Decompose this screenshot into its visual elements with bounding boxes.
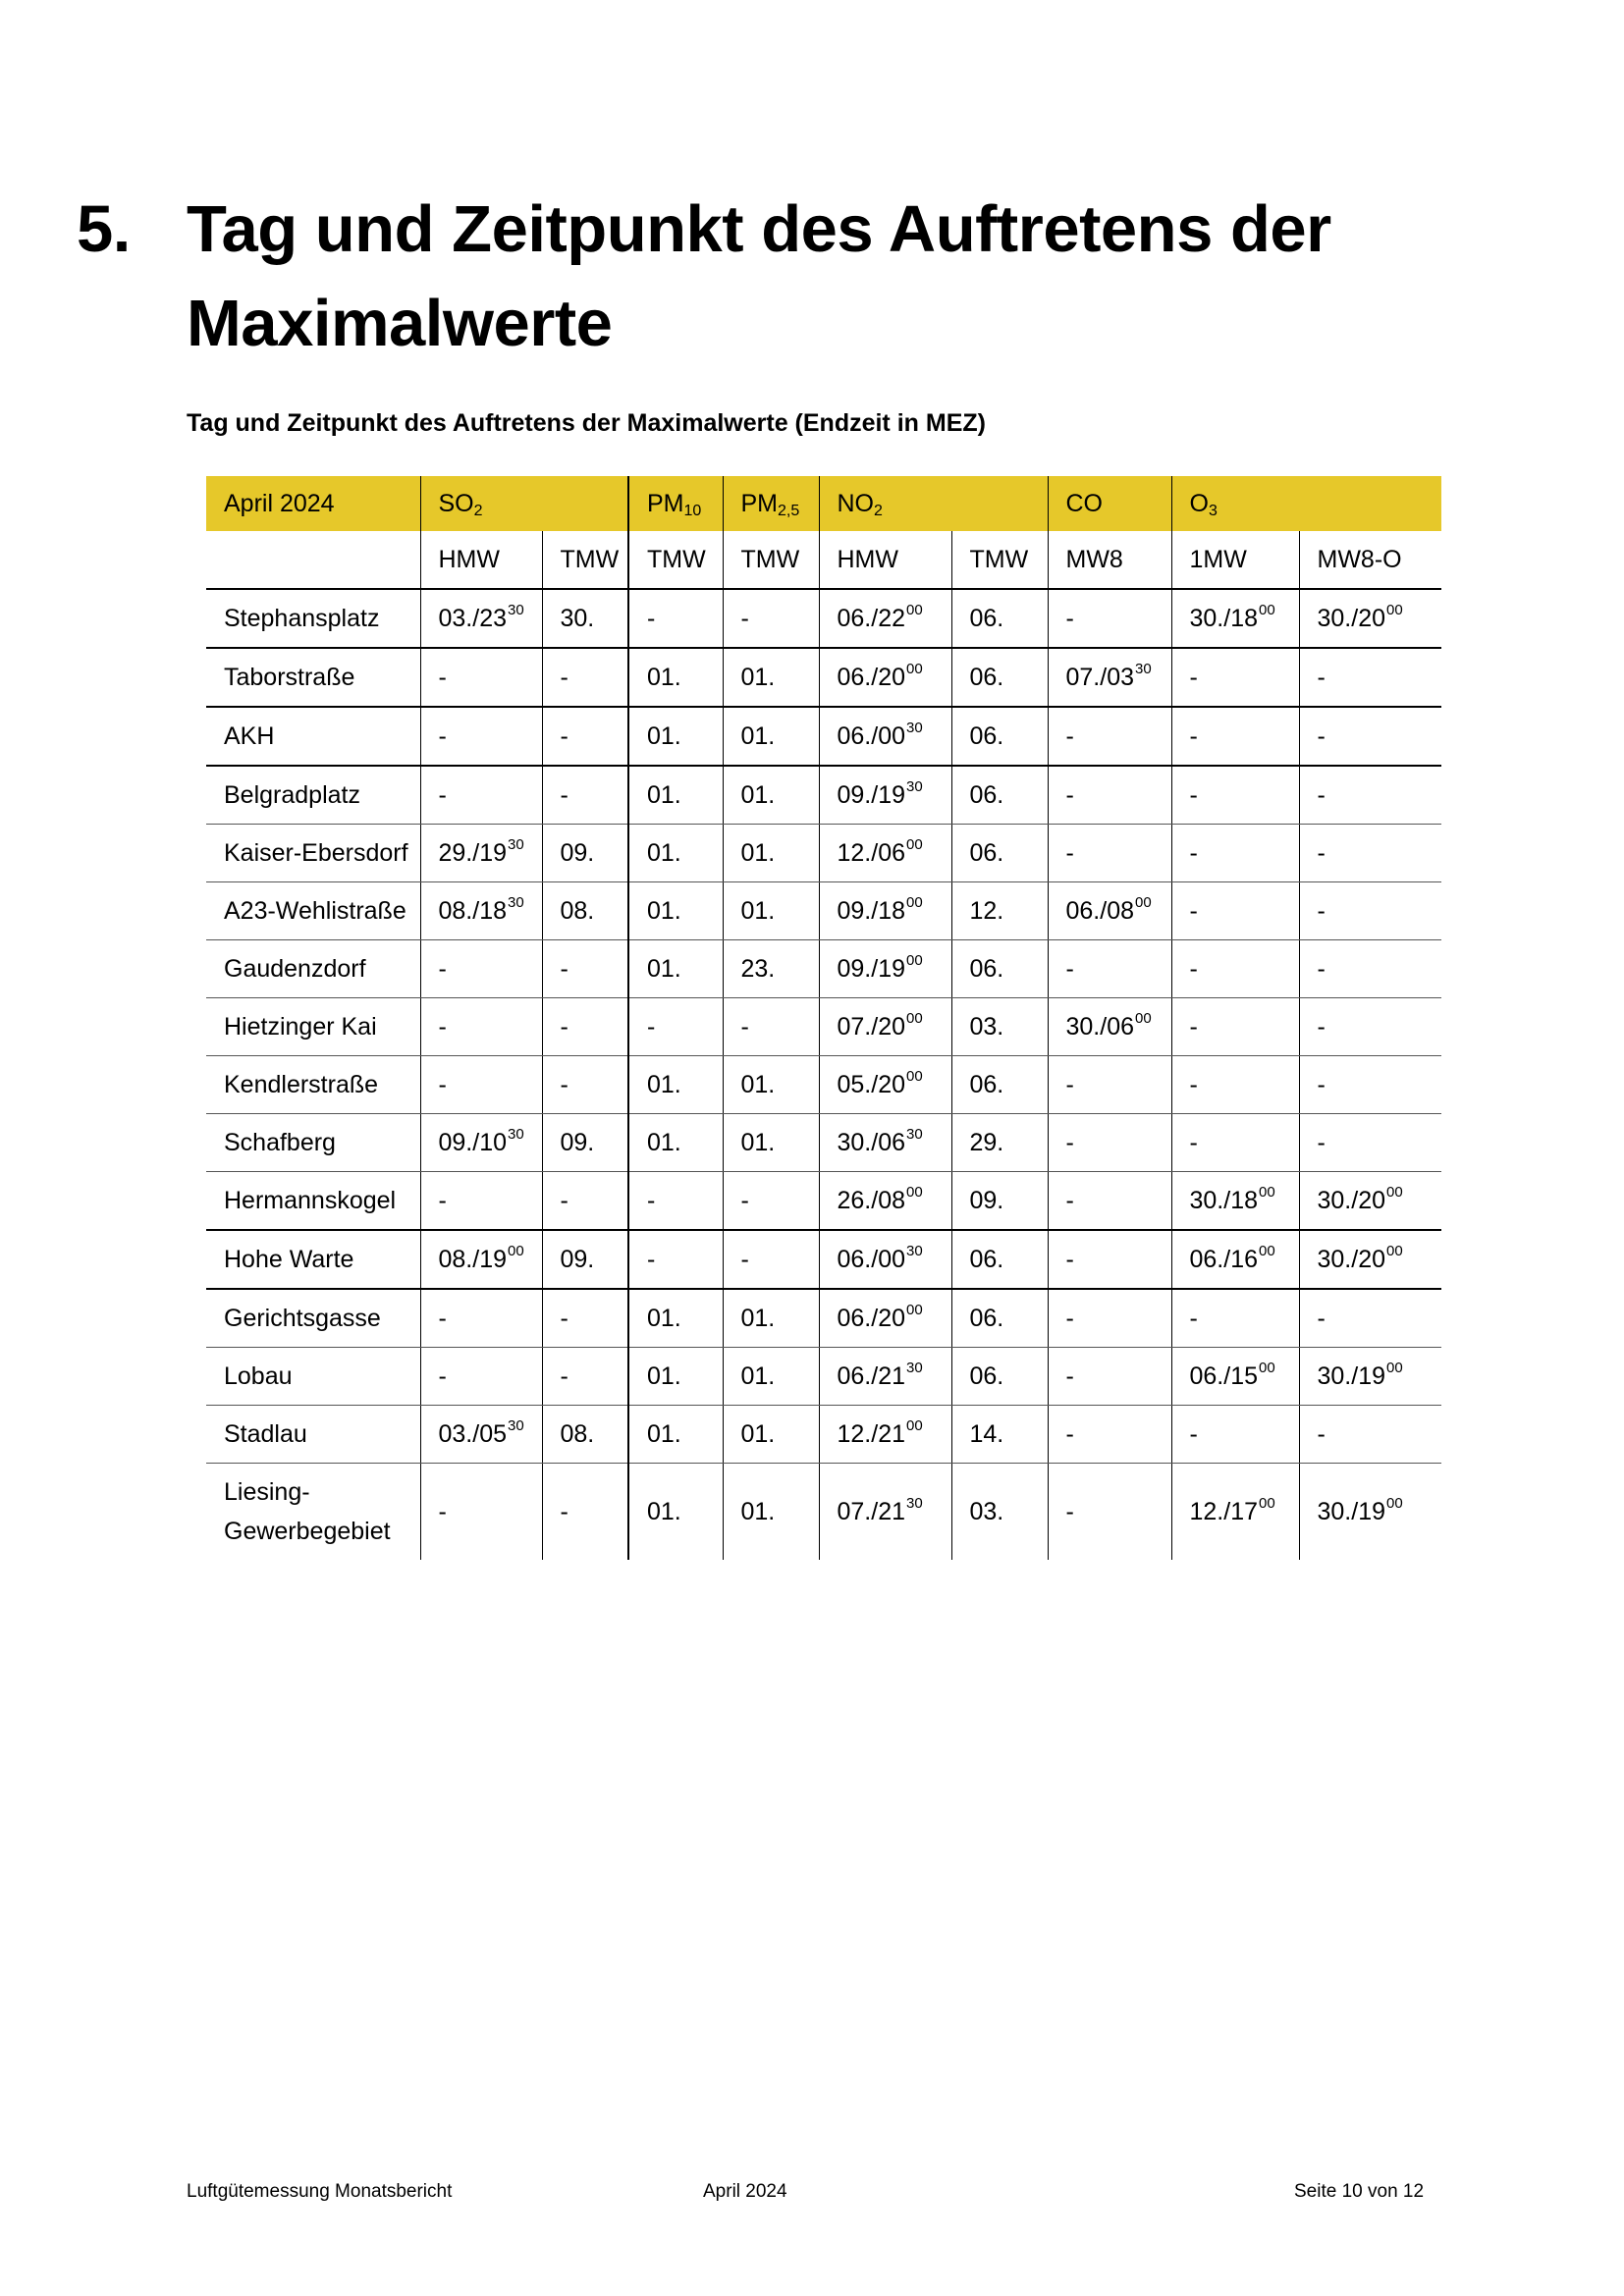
value-cell: $30./06^{00}$: [1048, 998, 1171, 1056]
value-cell: -: [420, 940, 542, 998]
value-cell: -: [1048, 1230, 1171, 1289]
metric-header: MW8-O: [1299, 531, 1441, 589]
value-cell: 01.: [723, 1114, 819, 1172]
station-name: Taborstraße: [206, 648, 420, 707]
station-name: Belgradplatz: [206, 766, 420, 825]
value-cell: -: [1299, 1056, 1441, 1114]
value-cell: -: [1299, 648, 1441, 707]
station-name: Stadlau: [206, 1406, 420, 1464]
value-cell: $06./22^{00}$: [819, 589, 951, 648]
value-cell: -: [1048, 1114, 1171, 1172]
value-cell: 06.: [951, 940, 1048, 998]
value-cell: 01.: [628, 1464, 723, 1561]
value-cell: 06.: [951, 766, 1048, 825]
value-cell: -: [1048, 1056, 1171, 1114]
value-cell: $09./10^{30}$: [420, 1114, 542, 1172]
value-cell: -: [1171, 707, 1299, 766]
value-cell: -: [1171, 882, 1299, 940]
value-cell: -: [723, 589, 819, 648]
pollutant-header-row: [206, 476, 1441, 531]
value-cell: 01.: [628, 1289, 723, 1348]
value-cell: -: [1048, 825, 1171, 882]
value-cell: $08./18^{30}$: [420, 882, 542, 940]
table-row: [206, 648, 1441, 707]
value-cell: 01.: [723, 707, 819, 766]
value-cell: -: [628, 1172, 723, 1231]
value-cell: -: [628, 1230, 723, 1289]
table-row: [206, 589, 1441, 648]
value-cell: $06./16^{00}$: [1171, 1230, 1299, 1289]
value-cell: -: [1048, 766, 1171, 825]
value-cell: $30./19^{00}$: [1317, 1494, 1403, 1525]
table-row: [206, 1464, 1441, 1561]
value-cell: 09.: [542, 1230, 628, 1289]
value-cell: -: [420, 998, 542, 1056]
value-cell: 06.: [951, 825, 1048, 882]
value-cell: $12./06^{00}$: [819, 825, 951, 882]
value-cell: $07./21^{30}$: [819, 1464, 951, 1561]
metric-header: 1MW: [1171, 531, 1299, 589]
value-cell: $05./20^{00}$: [819, 1056, 951, 1114]
value-cell: -: [542, 648, 628, 707]
value-cell: $08./19^{00}$: [420, 1230, 542, 1289]
metric-header: MW8: [1048, 531, 1171, 589]
value-cell: 01.: [723, 1289, 819, 1348]
station-name: AKH: [206, 707, 420, 766]
value-cell: 06.: [951, 1230, 1048, 1289]
group-header-co: CO: [1048, 476, 1171, 531]
value-cell: -: [1048, 707, 1171, 766]
value-cell: $30./18^{00}$: [1171, 589, 1299, 648]
value-cell: $26./08^{00}$: [819, 1172, 951, 1231]
value-cell: 01.: [628, 707, 723, 766]
footer-report-title: Luftgütemessung Monatsbericht: [187, 2181, 453, 2202]
value-cell: $06./08^{00}$: [1048, 882, 1171, 940]
group-header-o3: $O_3$: [1171, 476, 1441, 531]
value-cell: -: [1171, 648, 1299, 707]
value-cell: -: [1171, 766, 1299, 825]
value-cell: 01.: [723, 1056, 819, 1114]
max-values-table: [206, 476, 1441, 1560]
value-cell: $06./15^{00}$: [1171, 1348, 1299, 1406]
value-cell: -: [1171, 1114, 1299, 1172]
value-cell: -: [1299, 707, 1441, 766]
station-name: Gerichtsgasse: [206, 1289, 420, 1348]
table-row: [206, 707, 1441, 766]
table-row: [206, 1230, 1441, 1289]
value-cell: 30.: [542, 589, 628, 648]
empty-header-cell: [206, 531, 420, 589]
value-cell: -: [420, 1289, 542, 1348]
value-cell: 09.: [542, 1114, 628, 1172]
value-cell: -: [542, 707, 628, 766]
value-cell: 08.: [542, 1406, 628, 1464]
group-header-pm25: $PM_{2,5}$: [723, 476, 819, 531]
metric-header: TMW: [628, 531, 723, 589]
group-header-so2: $SO_2$: [420, 476, 628, 531]
value-cell: $06./21^{30}$: [819, 1348, 951, 1406]
value-cell: -: [628, 998, 723, 1056]
value-cell: -: [1048, 1172, 1171, 1231]
value-cell: $03./23^{30}$: [420, 589, 542, 648]
station-name: Stephansplatz: [206, 589, 420, 648]
value-cell: -: [1048, 1406, 1171, 1464]
value-cell: 23.: [723, 940, 819, 998]
value-cell: 01.: [723, 766, 819, 825]
value-cell: -: [420, 1056, 542, 1114]
value-cell: 01.: [628, 1114, 723, 1172]
table-row: [206, 1406, 1441, 1464]
value-cell: -: [420, 1464, 542, 1561]
value-cell: 08.: [542, 882, 628, 940]
value-cell: -: [1048, 1464, 1171, 1561]
metric-header: HMW: [819, 531, 951, 589]
table-row: [206, 940, 1441, 998]
value-cell: -: [1299, 998, 1441, 1056]
station-name: Kendlerstraße: [206, 1056, 420, 1114]
table-row: [206, 766, 1441, 825]
value-cell: $30./20^{00}$: [1299, 1172, 1441, 1231]
value-cell: -: [420, 648, 542, 707]
metric-header: TMW: [723, 531, 819, 589]
value-cell: $06./20^{00}$: [819, 1289, 951, 1348]
value-cell: $30./19^{00}$: [1299, 1348, 1441, 1406]
station-name: Hermannskogel: [206, 1172, 420, 1231]
table-row: [206, 998, 1441, 1056]
value-cell: -: [723, 1230, 819, 1289]
value-cell: 01.: [628, 940, 723, 998]
value-cell: 03.: [951, 998, 1048, 1056]
value-cell: 01.: [628, 825, 723, 882]
value-cell: -: [1299, 766, 1441, 825]
value-cell: $06./00^{30}$: [819, 707, 951, 766]
group-header-no2: $NO_2$: [819, 476, 1048, 531]
table-row: [206, 1056, 1441, 1114]
value-cell: 01.: [723, 825, 819, 882]
value-cell: $09./19^{30}$: [819, 766, 951, 825]
value-cell: 09.: [542, 825, 628, 882]
value-cell: -: [1299, 1406, 1441, 1464]
value-cell: $09./18^{00}$: [819, 882, 951, 940]
month-label: April 2024: [206, 476, 420, 531]
section-title: Tag und Zeitpunkt des Auftretens der Maximalwerte: [187, 192, 1331, 360]
value-cell: -: [542, 1056, 628, 1114]
value-cell: 01.: [628, 1406, 723, 1464]
station-name: Gaudenzdorf: [206, 940, 420, 998]
table-row: [206, 1114, 1441, 1172]
value-cell: 06.: [951, 589, 1048, 648]
value-cell: -: [542, 1348, 628, 1406]
table-row: [206, 882, 1441, 940]
value-cell: -: [1299, 825, 1441, 882]
value-cell: -: [1171, 1406, 1299, 1464]
value-cell: $09./19^{00}$: [819, 940, 951, 998]
value-cell: $29./19^{30}$: [420, 825, 542, 882]
value-cell: -: [542, 766, 628, 825]
value-cell: -: [1048, 1289, 1171, 1348]
value-cell: -: [1299, 940, 1441, 998]
value-cell: $03./05^{30}$: [420, 1406, 542, 1464]
value-cell: -: [723, 998, 819, 1056]
value-cell: 01.: [723, 1464, 819, 1561]
value-cell: -: [1171, 940, 1299, 998]
value-cell: -: [542, 1464, 628, 1561]
value-cell: -: [420, 766, 542, 825]
value-cell: -: [542, 940, 628, 998]
value-cell: $30./20^{00}$: [1299, 589, 1441, 648]
metric-header: TMW: [542, 531, 628, 589]
value-cell: -: [1299, 1114, 1441, 1172]
value-cell: $30./06^{30}$: [819, 1114, 951, 1172]
station-name: Lobau: [206, 1348, 420, 1406]
value-cell: 29.: [951, 1114, 1048, 1172]
value-cell: -: [1171, 998, 1299, 1056]
value-cell: $07./03^{30}$: [1048, 648, 1171, 707]
value-cell: -: [723, 1172, 819, 1231]
value-cell: 01.: [628, 882, 723, 940]
station-name: Liesing-Gewerbegebiet: [206, 1464, 420, 1561]
value-cell: 01.: [723, 1348, 819, 1406]
metric-header: TMW: [951, 531, 1048, 589]
value-cell: $06./20^{00}$: [819, 648, 951, 707]
value-cell: -: [542, 1289, 628, 1348]
value-cell: -: [1048, 1348, 1171, 1406]
value-cell: -: [1048, 589, 1171, 648]
value-cell: -: [420, 707, 542, 766]
value-cell: -: [1048, 940, 1171, 998]
value-cell: -: [542, 1172, 628, 1231]
value-cell: -: [1171, 825, 1299, 882]
value-cell: -: [1171, 1289, 1299, 1348]
station-name: Hohe Warte: [206, 1230, 420, 1289]
footer-month: April 2024: [703, 2181, 787, 2202]
value-cell: 01.: [628, 1056, 723, 1114]
value-cell: 09.: [951, 1172, 1048, 1231]
section-number: 5.: [77, 192, 131, 266]
value-cell: 06.: [951, 1348, 1048, 1406]
footer-page-number: Seite 10 von 12: [1294, 2181, 1425, 2202]
value-cell: 01.: [723, 882, 819, 940]
value-cell: 06.: [951, 648, 1048, 707]
table-row: [206, 1289, 1441, 1348]
value-cell: -: [420, 1172, 542, 1231]
value-cell: 06.: [951, 1289, 1048, 1348]
value-cell: -: [628, 589, 723, 648]
table-row: [206, 1348, 1441, 1406]
group-header-pm10: $PM_{10}$: [628, 476, 723, 531]
value-cell: 01.: [628, 1348, 723, 1406]
value-cell: 01.: [723, 648, 819, 707]
metric-header-row: [206, 531, 1441, 589]
value-cell: $07./20^{00}$: [819, 998, 951, 1056]
table-caption: Tag und Zeitpunkt des Auftretens der Maximalwerte (Endzeit in MEZ): [187, 409, 986, 437]
value-cell: -: [1299, 882, 1441, 940]
value-cell: -: [1171, 1056, 1299, 1114]
metric-header: HMW: [420, 531, 542, 589]
station-name: Schafberg: [206, 1114, 420, 1172]
station-name: A23-Wehlistraße: [206, 882, 420, 940]
station-name: Hietzinger Kai: [206, 998, 420, 1056]
value-cell: 03.: [951, 1464, 1048, 1561]
value-cell: 01.: [628, 766, 723, 825]
value-cell: $30./20^{00}$: [1299, 1230, 1441, 1289]
value-cell: 06.: [951, 707, 1048, 766]
table-row: [206, 825, 1441, 882]
value-cell: $30./18^{00}$: [1171, 1172, 1299, 1231]
value-cell: $12./21^{00}$: [819, 1406, 951, 1464]
value-cell: -: [542, 998, 628, 1056]
value-cell: -: [420, 1348, 542, 1406]
station-name: Kaiser-Ebersdorf: [206, 825, 420, 882]
value-cell: 12.: [951, 882, 1048, 940]
value-cell: 06.: [951, 1056, 1048, 1114]
value-cell: $06./00^{30}$: [819, 1230, 951, 1289]
value-cell: 01.: [628, 648, 723, 707]
value-cell: 01.: [723, 1406, 819, 1464]
table-row: [206, 1172, 1441, 1231]
value-cell: -: [1299, 1289, 1441, 1348]
value-cell: $12./17^{00}$: [1171, 1464, 1299, 1561]
value-cell: 14.: [951, 1406, 1048, 1464]
